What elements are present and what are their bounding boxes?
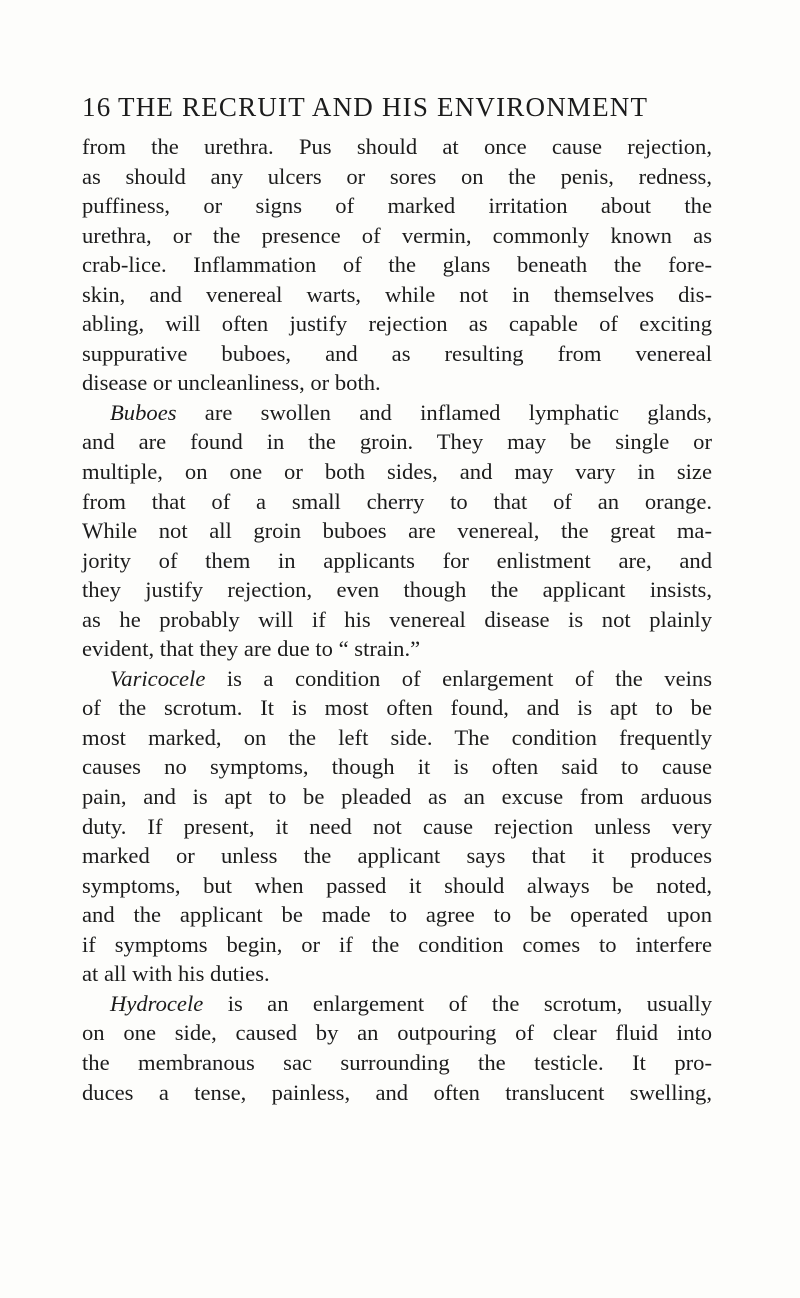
- paragraph: [82, 989, 712, 1107]
- paragraph: [82, 664, 712, 989]
- text-line: suppurative buboes, and as resulting from venereal: [82, 340, 712, 366]
- text-line: the membranous sac surrounding the testicle. It pro-: [82, 1049, 712, 1075]
- text-line: from the urethra. Pus should at once cause rejection,: [82, 134, 712, 159]
- text-line: as should any ulcers or sores on the penis, redness,: [82, 163, 712, 189]
- text-line: from that of a small cherry to that of an orange.: [82, 488, 712, 514]
- text-line: at all with his duties.: [82, 961, 270, 987]
- text-line: abling, will often justify rejection as capable of exciting: [82, 311, 712, 337]
- text-line: disease or uncleanliness, or both.: [82, 370, 381, 396]
- text-line: pain, and is apt to be pleaded as an excuse from arduous: [82, 784, 712, 810]
- text-line: and the applicant be made to agree to be operated upon: [82, 902, 712, 928]
- text-line: [82, 398, 712, 428]
- text-line: and are found in the groin. They may be single or: [82, 429, 712, 455]
- page-number: 16: [82, 92, 112, 122]
- text-line: causes no symptoms, though it is often said to cause: [82, 754, 712, 780]
- text-line: [82, 664, 712, 694]
- text-fragment: is an enlargement of the scrotum, usually: [203, 990, 712, 1016]
- running-title: THE RECRUIT AND HIS ENVIRONMENT: [118, 92, 649, 122]
- text-line: evident, that they are due to “ strain.”: [82, 636, 421, 662]
- book-page: [82, 92, 712, 1107]
- text-line: While not all groin buboes are venereal, the great ma-: [82, 518, 712, 544]
- body-text: [82, 132, 712, 1107]
- text-line: crab-lice. Inflammation of the glans beneath the fore-: [82, 252, 712, 278]
- paragraph: [82, 132, 712, 398]
- text-line: duty. If present, it need not cause rejection unless very: [82, 813, 712, 839]
- text-line: multiple, on one or both sides, and may vary in size: [82, 459, 712, 485]
- term-varicocele: Varicocele: [110, 665, 206, 691]
- text-line: marked or unless the applicant says that it produces: [82, 843, 712, 869]
- text-line: duces a tense, painless, and often translucent swelling,: [82, 1079, 712, 1105]
- term-buboes: Buboes: [110, 399, 177, 425]
- paragraph: [82, 398, 712, 664]
- text-line: skin, and venereal warts, while not in themselves dis-: [82, 281, 712, 307]
- text-line: urethra, or the presence of vermin, commonly known as: [82, 222, 712, 248]
- text-line: they justify rejection, even though the applicant insists,: [82, 577, 712, 603]
- text-line: if symptoms begin, or if the condition comes to interfere: [82, 931, 712, 957]
- text-line: symptoms, but when passed it should always be noted,: [82, 872, 712, 898]
- text-line: most marked, on the left side. The condition frequently: [82, 724, 712, 750]
- text-line: jority of them in applicants for enlistment are, and: [82, 547, 712, 573]
- term-hydrocele: Hydrocele: [110, 990, 204, 1016]
- text-fragment: are swollen and inflamed lymphatic glands,: [176, 399, 712, 425]
- text-line: puffiness, or signs of marked irritation about the: [82, 193, 712, 219]
- text-fragment: is a condition of enlargement of the veins: [205, 665, 712, 691]
- text-line: [82, 989, 712, 1019]
- text-line: as he probably will if his venereal disease is not plainly: [82, 606, 712, 632]
- running-header: [82, 92, 712, 128]
- text-line: on one side, caused by an outpouring of clear fluid into: [82, 1020, 712, 1046]
- text-line: of the scrotum. It is most often found, and is apt to be: [82, 695, 712, 721]
